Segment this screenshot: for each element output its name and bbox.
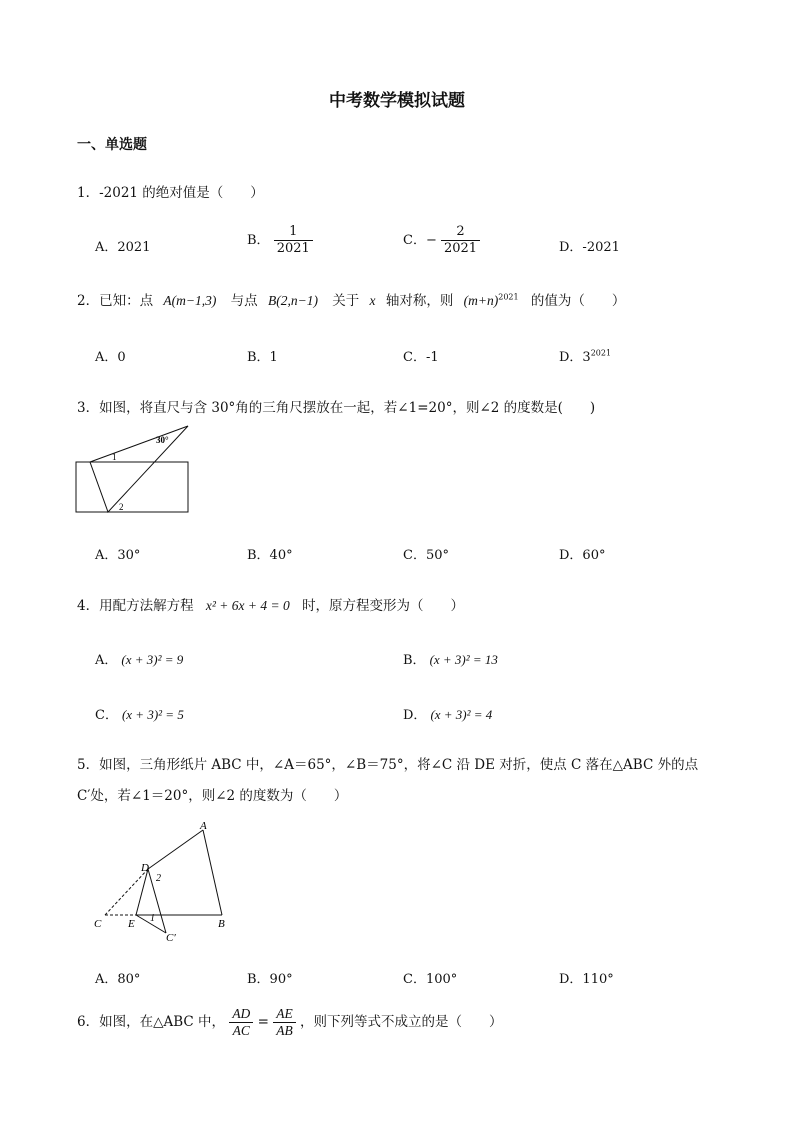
question-1-option-b	[247, 224, 313, 257]
question-5-stem-line1: 5．如图，三角形纸片 ABC 中，∠A＝65°，∠B＝75°，将∠C 沿 DE 对折，使点 C 落在△ABC 外的点	[77, 757, 699, 773]
question-1-stem: 1．-2021 的绝对值是（ ）	[77, 185, 264, 201]
q2-point-b: B(2,n−1)	[267, 293, 318, 308]
fraction	[441, 224, 480, 257]
vertex-c-prime-label: C′	[166, 932, 176, 944]
vertex-a-label: A	[200, 820, 207, 832]
q2-exponent: 2021	[498, 292, 519, 302]
angle-30-label: 30°	[156, 435, 169, 445]
q6-text-1: 6．如图，在△ABC 中，	[77, 1014, 226, 1030]
angle-2-label: 2	[156, 873, 161, 884]
q2-text-4: 轴对称，则	[385, 293, 454, 309]
equals-sign: =	[257, 1014, 269, 1030]
question-4-stem	[77, 594, 464, 614]
question-1-option-a: A．2021	[95, 240, 151, 255]
question-5-option-a: A．80°	[95, 972, 141, 987]
question-5-option-b: B．90°	[247, 972, 293, 987]
question-5-stem-line2: C′处，若∠1＝20°，则∠2 的度数为（ ）	[77, 788, 348, 804]
folded-triangle-figure	[90, 815, 238, 947]
fraction-numerator: 2	[441, 224, 480, 241]
question-4-option-b	[403, 649, 498, 668]
vertex-c-label: C	[94, 918, 102, 930]
vertex-b-label: B	[218, 918, 225, 930]
q2-expression: (m+n)	[463, 293, 499, 308]
q4-text-1: 4．用配方法解方程	[77, 598, 194, 614]
ruler-triangle-figure	[74, 422, 192, 516]
q2-point-a: A(m−1,3)	[163, 293, 217, 308]
q6-text-2: ，则下列等式不成立的是（ ）	[300, 1014, 503, 1030]
option-c-prefix: C．	[95, 708, 118, 723]
q2-text-2: 与点	[230, 293, 258, 309]
angle-2-label: 2	[119, 502, 124, 512]
fraction	[274, 224, 313, 257]
option-b-equation: (x + 3)² = 13	[429, 652, 498, 667]
option-a-prefix: A．	[95, 653, 118, 668]
question-3-option-a: A．30°	[95, 548, 141, 563]
question-5-option-d: D．110°	[559, 972, 614, 987]
q2-text-3: 关于	[332, 293, 360, 309]
fraction-ae-ab	[273, 1006, 296, 1039]
question-2-option-d	[559, 346, 611, 365]
question-2-stem	[77, 289, 625, 309]
option-d-prefix: D．	[403, 708, 427, 723]
question-1-option-c	[403, 224, 480, 257]
section-heading: 一、单选题	[77, 137, 147, 153]
option-b-prefix: B．	[247, 233, 270, 248]
question-4-option-d	[403, 704, 492, 723]
angle-1-label: 1	[150, 913, 155, 924]
fraction-numerator: AE	[273, 1006, 296, 1023]
page-title: 中考数学模拟试题	[329, 91, 465, 111]
q2-text-5: 的值为（ ）	[530, 293, 626, 309]
fraction-numerator: AD	[229, 1006, 253, 1023]
question-3-option-d: D．60°	[559, 548, 606, 563]
angle-1-label: 1	[112, 452, 117, 462]
question-3-option-c: C．50°	[403, 548, 449, 563]
question-5-option-c: C．100°	[403, 972, 458, 987]
question-3-option-b: B．40°	[247, 548, 293, 563]
fraction-numerator: 1	[274, 224, 313, 241]
vertex-e-label: E	[128, 918, 135, 930]
fraction-denominator: AC	[232, 1023, 250, 1038]
fraction-denominator: 2021	[276, 241, 310, 256]
q4-text-2: 时，原方程变形为（ ）	[302, 598, 465, 614]
question-4-option-c	[95, 704, 184, 723]
option-c-equation: (x + 3)² = 5	[121, 707, 184, 722]
question-2-option-c: C．-1	[403, 350, 439, 365]
option-d-exponent: 2021	[590, 348, 612, 358]
option-d-base: D．3	[559, 350, 591, 365]
fraction-ad-ac	[229, 1006, 253, 1039]
q2-text-1: 2．已知：点	[77, 293, 154, 309]
question-2-option-b: B．1	[247, 350, 278, 365]
option-a-equation: (x + 3)² = 9	[121, 652, 184, 667]
vertex-d-label: D	[141, 862, 149, 874]
question-6-stem	[77, 1006, 503, 1039]
option-d-equation: (x + 3)² = 4	[430, 707, 493, 722]
q2-axis-x: x	[369, 293, 376, 308]
question-3-stem: 3．如图，将直尺与含 30°角的三角尺摆放在一起，若∠1=20°，则∠2 的度数是( )	[77, 400, 596, 416]
fraction-denominator: AB	[276, 1023, 293, 1038]
q4-equation: x² + 6x + 4 = 0	[205, 598, 290, 613]
question-2-option-a: A．0	[95, 350, 126, 365]
question-4-option-a	[95, 649, 183, 668]
option-b-prefix: B．	[403, 653, 426, 668]
fraction-denominator: 2021	[443, 241, 478, 256]
option-c-prefix: C．−	[403, 233, 437, 248]
question-1-option-d: D．-2021	[559, 240, 620, 255]
